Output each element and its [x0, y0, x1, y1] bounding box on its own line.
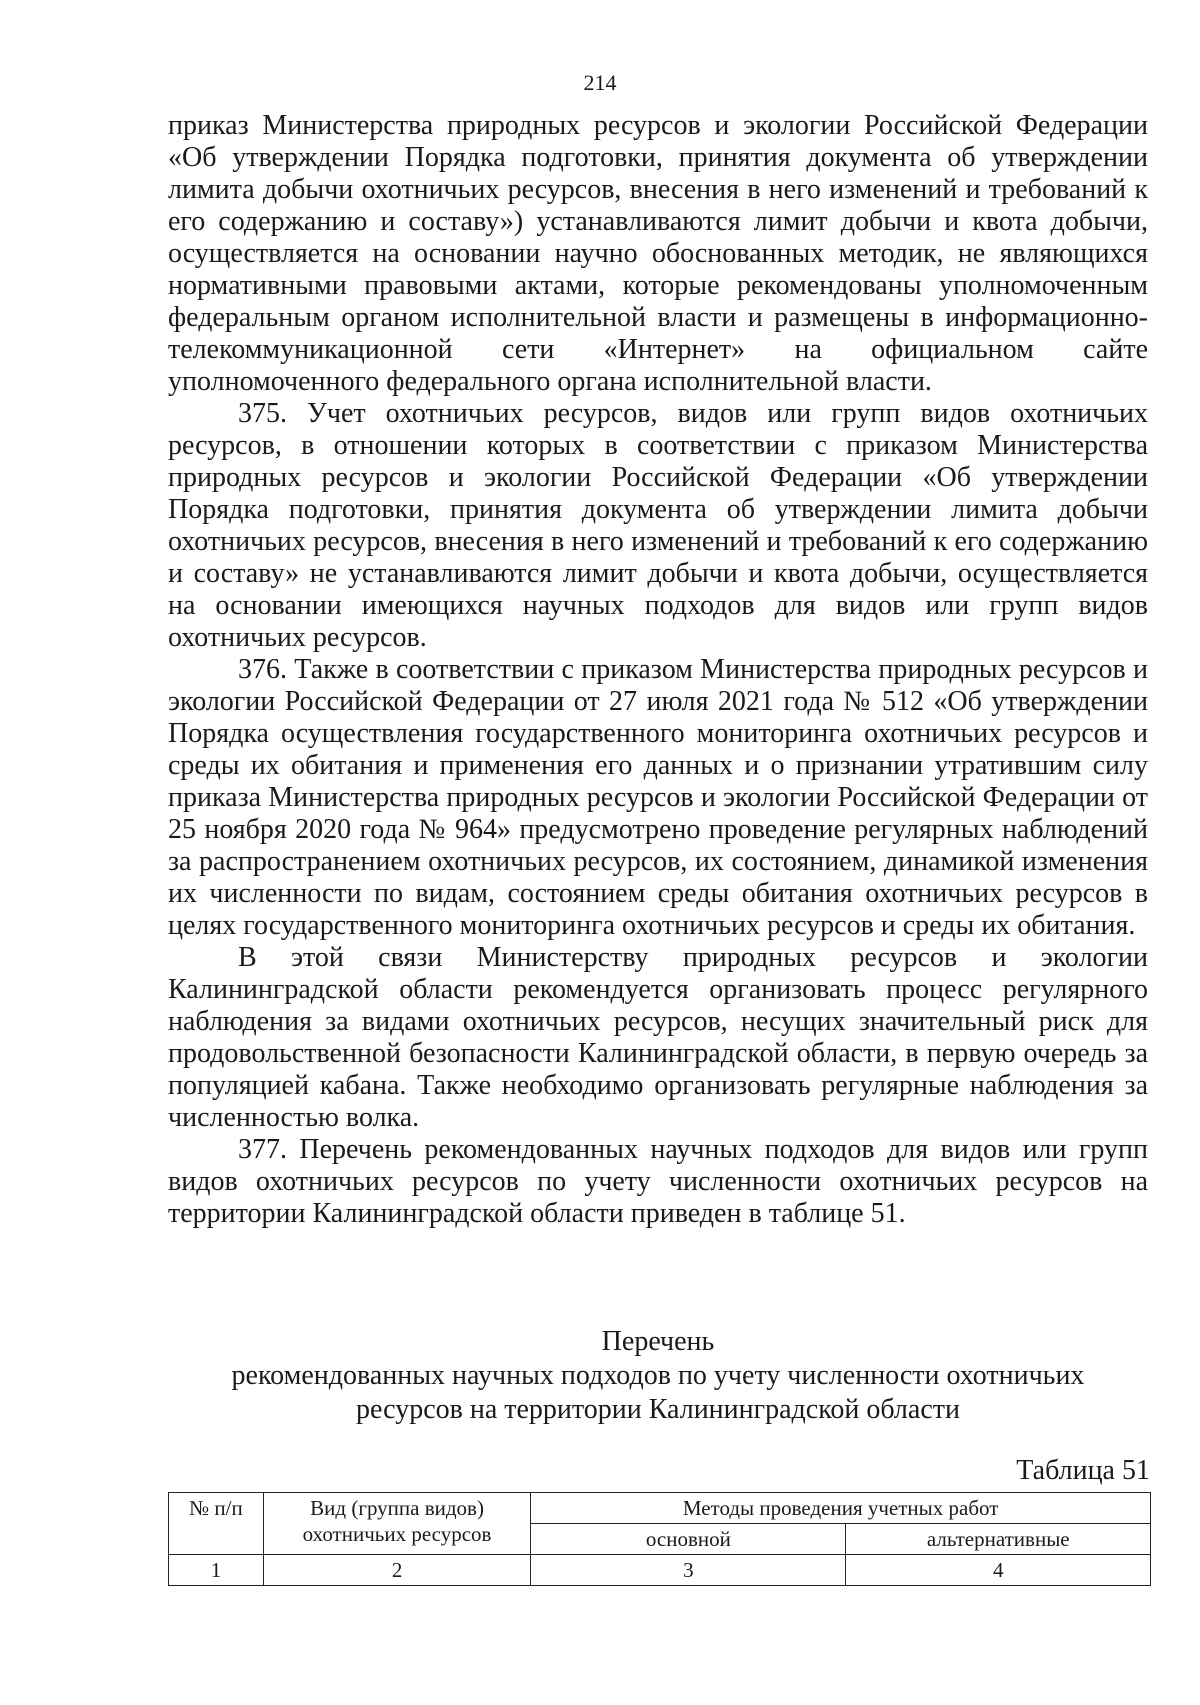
heading-line-3: ресурсов на территории Калининградской области — [356, 1394, 960, 1425]
numbering-cell: 1 — [169, 1555, 264, 1586]
paragraph-375: 375. Учет охотничьих ресурсов, видов или групп видов охотничьих ресурсов, в отношении которых в соответствии с приказом Министерства природных ресурсов и экологии Российской Федерации «Об утверждении Порядка подготовки, принятия документа об утверждении лимита добычи охотничьих ресурсов, внесения в него изменений и требований к его содержанию и составу» не устанавливаются лимит добычи и квота добычи, осуществляется на основании имеющихся научных подходов для видов или групп видов охотничьих ресурсов. — [168, 398, 1148, 653]
header-number: № п/п — [169, 1493, 264, 1555]
table-label: Таблица 51 — [1016, 1455, 1150, 1486]
heading-line-2: рекомендованных научных подходов по учету численности охотничьих — [231, 1360, 1085, 1391]
header-species-line-2: охотничьих ресурсов — [302, 1522, 492, 1546]
header-species-line-1: Вид (группа видов) — [310, 1496, 484, 1520]
paragraph-377: 377. Перечень рекомендованных научных подходов для видов или групп видов охотничьих ресурсов по учету численности охотничьих ресурсов на территории Калининградской области приведен в таблице 51. — [168, 1134, 1148, 1229]
table-header-row — [169, 1493, 1151, 1524]
numbering-cell: 2 — [263, 1555, 530, 1586]
heading-line-1: Перечень — [601, 1326, 715, 1357]
paragraph-376: 376. Также в соответствии с приказом Министерства природных ресурсов и экологии Российской Федерации от 27 июля 2021 года № 512 «Об утверждении Порядка осуществления государственного мониторинга охотничьих ресурсов и среды их обитания и применения его данных и о признании утратившим силу приказа Министерства природных ресурсов и экологии Российской Федерации от 25 ноября 2020 года № 964» предусмотрено проведение регулярных наблюдений за распространением охотничьих ресурсов, их состоянием, динамикой изменения их численности по видам, состоянием среды обитания охотничьих ресурсов в целях государственного мониторинга охотничьих ресурсов и среды их обитания. — [168, 654, 1148, 941]
methods-table — [168, 1492, 1151, 1586]
page-number: 214 — [583, 70, 617, 95]
numbering-cell: 4 — [846, 1555, 1151, 1586]
body-text — [168, 110, 1148, 1230]
paragraph-monitoring: В этой связи Министерству природных ресурсов и экологии Калининградской области рекомендуется организовать процесс регулярного наблюдения за видами охотничьих ресурсов, несущих значительный риск для продовольственной безопасности Калининградской области, в первую очередь за популяцией кабана. Также необходимо организовать регулярные наблюдения за численностью волка. — [168, 942, 1148, 1133]
header-alternative-methods: альтернативные — [846, 1524, 1151, 1555]
header-methods: Методы проведения учетных работ — [531, 1493, 1151, 1524]
header-main-method: основной — [531, 1524, 846, 1555]
header-species — [263, 1493, 530, 1555]
paragraph-continuation: приказ Министерства природных ресурсов и экологии Российской Федерации «Об утверждении Порядка подготовки, принятия документа об утверждении лимита добычи охотничьих ресурсов, внесения в него изменений и требований к его содержанию и составу») устанавливаются лимит добычи и квота добычи, осуществляется на основании научно обоснованных методик, не являющихся нормативными правовыми актами, которые рекомендованы уполномоченным федеральным органом исполнительной власти и размещены в информационно-телекоммуникационной сети «Интернет» на официальном сайте уполномоченного федерального органа исполнительной власти. — [168, 110, 1148, 397]
numbering-cell: 3 — [531, 1555, 846, 1586]
table-heading — [168, 1325, 1148, 1427]
table-numbering-row — [169, 1555, 1151, 1586]
